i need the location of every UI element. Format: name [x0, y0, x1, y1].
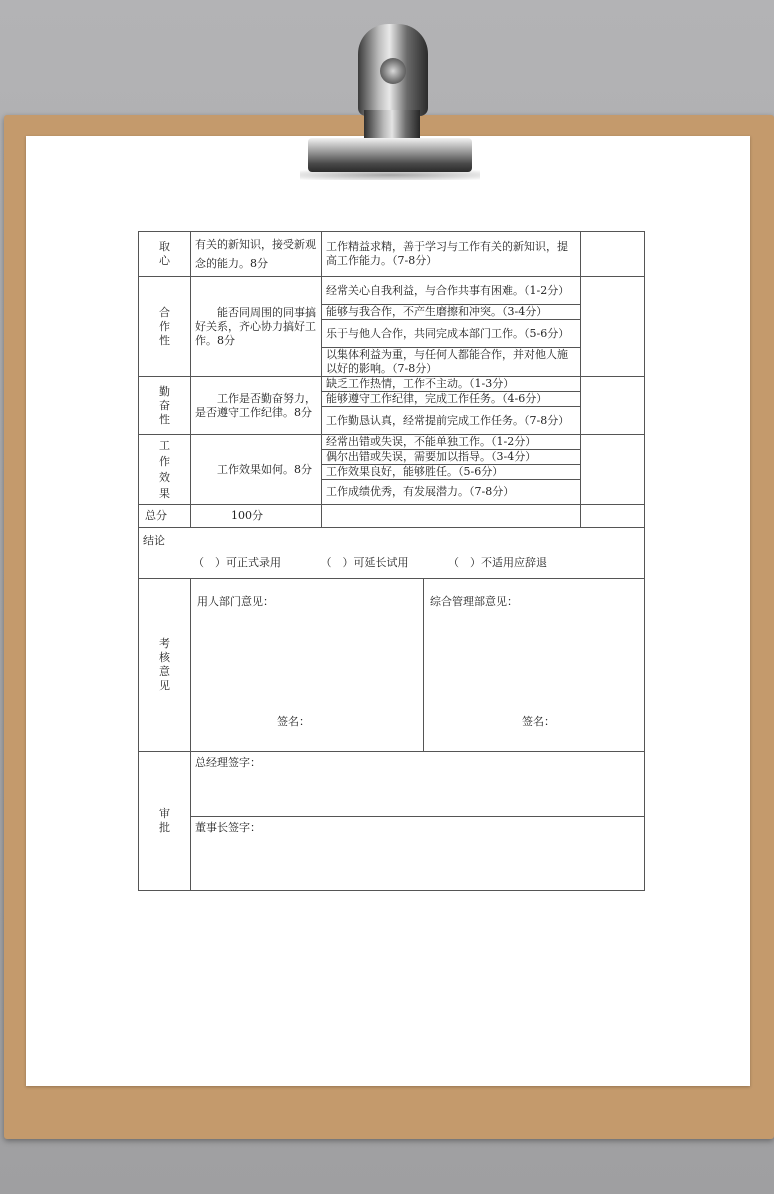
binder-clip — [300, 24, 480, 184]
criteria-desc-qx: 有关的新知识，接受新观念的能力。8分 — [191, 232, 322, 277]
table-row-total — [139, 505, 645, 528]
score-cell[interactable] — [581, 232, 645, 277]
category-cell-qf — [139, 377, 191, 435]
review-category-cell — [139, 579, 191, 752]
score-option: 能够遵守工作纪律，完成工作任务。（4-6分） — [322, 392, 581, 407]
admin-signature-label: 签名： — [522, 715, 555, 728]
table-row-review — [139, 579, 645, 752]
category-char: 意 — [159, 665, 170, 678]
approval-category-cell — [139, 752, 191, 891]
category-char: 心 — [159, 254, 170, 267]
score-cell[interactable] — [581, 277, 645, 377]
total-extra-cell — [581, 505, 645, 528]
total-label: 总分 — [139, 505, 191, 528]
score-cell[interactable] — [581, 435, 645, 505]
category-char: 批 — [159, 821, 170, 834]
option-extend-trial[interactable]: （ ）可延长试用 — [320, 556, 409, 569]
admin-opinion-label: 综合管理部意见： — [430, 595, 518, 608]
category-char: 性 — [159, 333, 170, 347]
criteria-desc-hz: 能否同周围的同事搞好关系，齐心协力搞好工作。8分 — [191, 277, 322, 377]
category-char: 效 — [159, 470, 170, 484]
category-char: 核 — [159, 651, 170, 664]
criteria-desc-gz: 工作效果如何。8分 — [191, 435, 322, 505]
category-char: 奋 — [159, 398, 170, 412]
category-cell-gz — [139, 435, 191, 505]
conclusion-options — [193, 556, 640, 570]
category-char: 勤 — [159, 384, 170, 398]
table-row-qx — [139, 232, 645, 277]
score-option: 经常关心自我利益，与合作共事有困难。（1-2分） — [322, 277, 581, 305]
admin-opinion-cell[interactable] — [424, 579, 645, 752]
table-row-hz — [139, 277, 645, 305]
table-row-approval-gm — [139, 752, 645, 817]
dept-signature-label: 签名： — [277, 715, 310, 728]
score-option: 工作成绩优秀，有发展潜力。（7-8分） — [322, 480, 581, 505]
gm-signature-label: 总经理签字： — [195, 756, 261, 769]
category-char: 工 — [159, 438, 170, 452]
category-char: 作 — [159, 319, 170, 333]
category-char: 作 — [159, 454, 170, 468]
score-cell[interactable] — [581, 377, 645, 435]
category-char: 见 — [159, 679, 170, 692]
category-cell-hz — [139, 277, 191, 377]
category-char: 果 — [159, 486, 170, 500]
score-option: 乐于与他人合作，共同完成本部门工作。（5-6分） — [322, 320, 581, 348]
score-option: 工作精益求精，善于学习与工作有关的新知识，提高工作能力。（7-8分） — [322, 232, 581, 277]
score-option: 以集体利益为重，与任何人都能合作，并对他人施以好的影响。（7-8分） — [322, 348, 581, 377]
table-row-approval-chair — [139, 817, 645, 891]
clip-jaw — [308, 138, 472, 172]
dept-opinion-label: 用人部门意见： — [197, 595, 274, 608]
conclusion-label: 结论 — [143, 534, 165, 547]
dept-opinion-cell[interactable] — [191, 579, 424, 752]
option-formal-hire[interactable]: （ ）可正式录用 — [193, 556, 281, 569]
category-char: 性 — [159, 412, 170, 426]
chair-signature-cell[interactable] — [191, 817, 645, 891]
table-row-gz — [139, 435, 645, 450]
score-option: 偶尔出错或失误，需要加以指导。（3-4分） — [322, 450, 581, 465]
evaluation-form-table — [138, 231, 645, 891]
total-score-cell[interactable] — [322, 505, 581, 528]
score-option: 缺乏工作热情，工作不主动。（1-3分） — [322, 377, 581, 392]
category-char: 合 — [159, 305, 170, 319]
table-row-conclusion — [139, 528, 645, 579]
category-char: 审 — [159, 807, 170, 820]
clip-hole — [380, 58, 406, 84]
category-char: 考 — [159, 637, 170, 650]
score-option: 工作效果良好，能够胜任。（5-6分） — [322, 465, 581, 480]
total-value: 100分 — [191, 505, 322, 528]
category-cell-qx — [139, 232, 191, 277]
gm-signature-cell[interactable] — [191, 752, 645, 817]
score-option: 经常出错或失误，不能单独工作。（1-2分） — [322, 435, 581, 450]
criteria-desc-qf: 工作是否勤奋努力，是否遵守工作纪律。8分 — [191, 377, 322, 435]
option-dismiss[interactable]: （ ）不适用应辞退 — [448, 556, 547, 569]
conclusion-cell — [139, 528, 645, 579]
chair-signature-label: 董事长签字： — [195, 821, 261, 834]
table-row-qf — [139, 377, 645, 392]
score-option: 能够与我合作，不产生磨擦和冲突。（3-4分） — [322, 305, 581, 320]
category-char: 取 — [159, 240, 170, 253]
score-option: 工作勤恳认真，经常提前完成工作任务。（7-8分） — [322, 407, 581, 435]
